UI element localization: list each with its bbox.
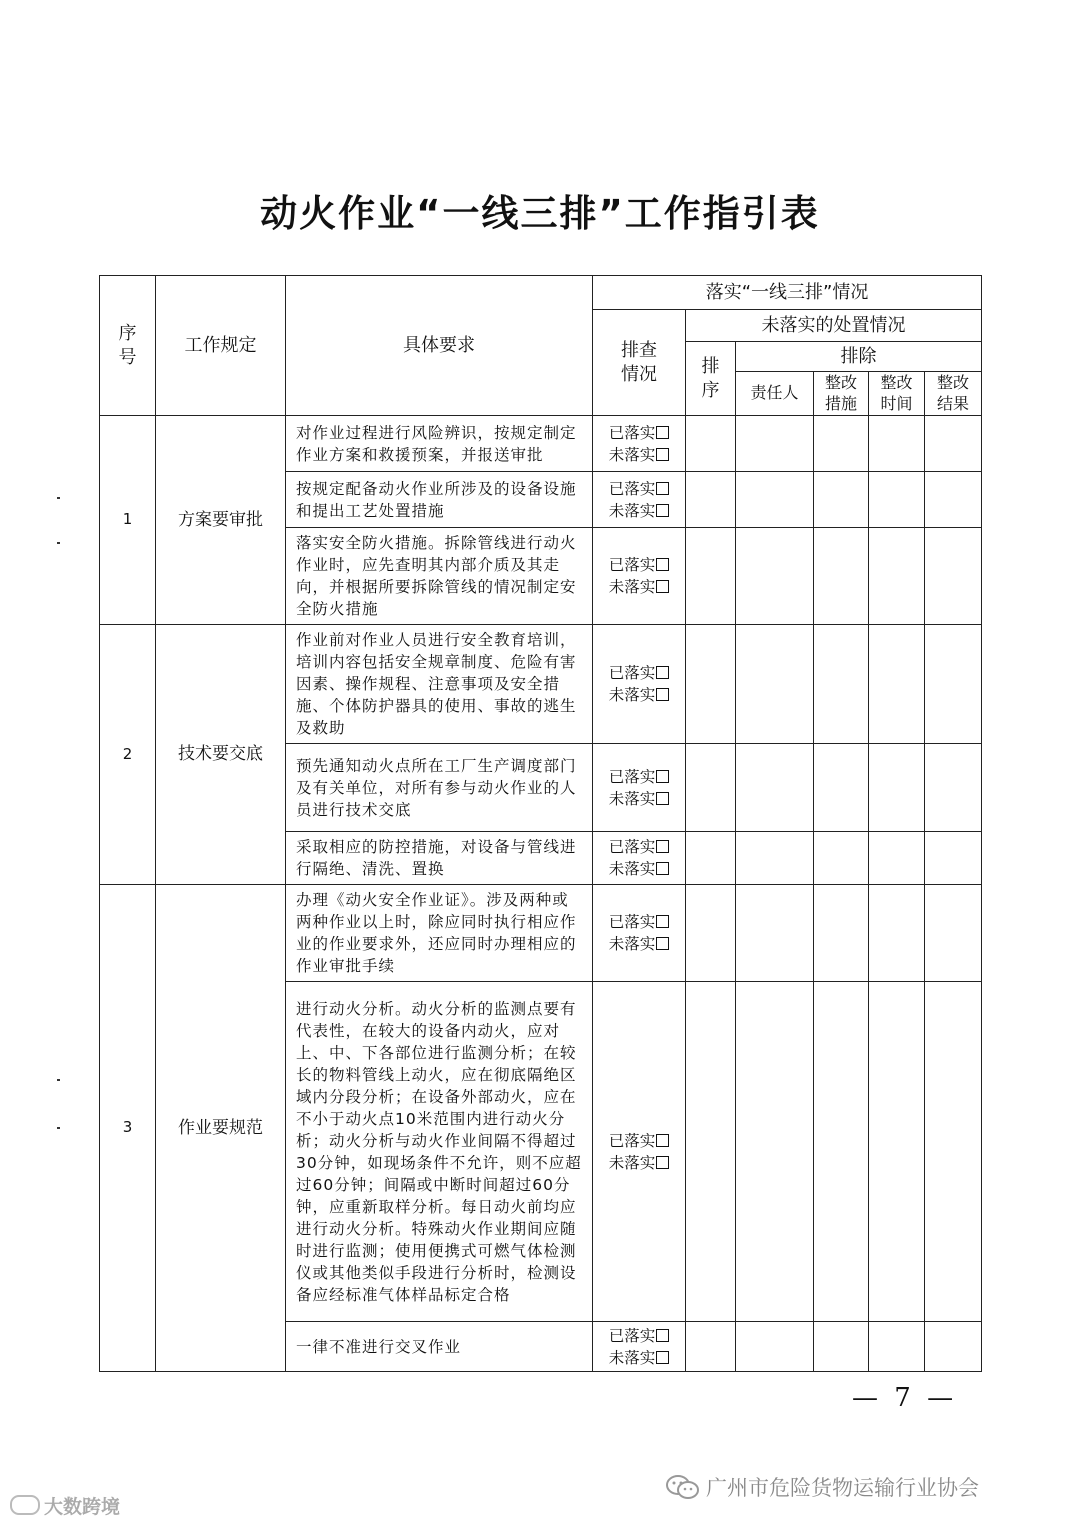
header-responsible: 责任人: [736, 372, 814, 416]
checkbox[interactable]: [656, 1329, 669, 1342]
status-not-done-option[interactable]: [593, 1152, 685, 1174]
status-checkboxes: [593, 472, 686, 528]
time-cell[interactable]: [869, 744, 925, 832]
checkbox[interactable]: [656, 504, 669, 517]
responsible-cell[interactable]: [736, 625, 814, 744]
status-not-done-option[interactable]: [593, 788, 685, 810]
status-label: 未落实: [608, 686, 656, 704]
status-label: 已落实: [608, 838, 656, 856]
responsible-cell[interactable]: [736, 982, 814, 1322]
status-not-done-option[interactable]: [593, 933, 685, 955]
measures-cell[interactable]: [814, 982, 869, 1322]
result-cell[interactable]: [925, 744, 982, 832]
table-row: [100, 885, 982, 982]
status-label: 已落实: [608, 1326, 656, 1345]
header-unimplemented: 未落实的处置情况: [686, 310, 982, 342]
status-label: 未落实: [608, 789, 656, 808]
time-cell[interactable]: [869, 625, 925, 744]
checkbox[interactable]: [656, 1156, 669, 1169]
header-eliminate: 排除: [736, 342, 982, 372]
requirement-text: 作业前对作业人员进行安全教育培训，培训内容包括安全规章制度、危险有害因素、操作规程、注意事项及安全措施、个体防护器具的使用、事故的逃生及救助: [286, 625, 593, 744]
footer-org-text: 广州市危险货物运输行业协会: [706, 1476, 979, 1500]
status-done-option[interactable]: [593, 1325, 685, 1347]
sort-cell[interactable]: [686, 528, 736, 625]
status-done-option[interactable]: [593, 836, 685, 858]
status-checkboxes: [593, 1322, 686, 1372]
requirement-text: 按规定配备动火作业所涉及的设备设施和提出工艺处置措施: [286, 472, 593, 528]
sort-cell[interactable]: [686, 472, 736, 528]
work-rule: 方案要审批: [156, 416, 286, 625]
checkbox[interactable]: [656, 448, 669, 461]
header-result: 整改 结果: [925, 372, 982, 416]
table-row: [100, 625, 982, 744]
responsible-cell[interactable]: [736, 472, 814, 528]
status-checkboxes: [593, 832, 686, 885]
status-done-option[interactable]: [593, 422, 685, 444]
time-cell[interactable]: [869, 472, 925, 528]
sort-cell[interactable]: [686, 625, 736, 744]
header-time: 整改 时间: [869, 372, 925, 416]
requirement-text: 落实安全防火措施。拆除管线进行动火作业时，应先查明其内部介质及其走向，并根据所要拆除管线的情况制定安全防火措施: [286, 528, 593, 625]
status-done-option[interactable]: [593, 1130, 685, 1152]
page-number: — 7 —: [852, 1383, 958, 1413]
watermark-logo-icon: [10, 1495, 40, 1515]
status-done-option[interactable]: [593, 554, 685, 576]
status-not-done-option[interactable]: [593, 1347, 685, 1369]
status-label: 已落实: [608, 664, 656, 682]
status-not-done-option[interactable]: [593, 576, 685, 598]
responsible-cell[interactable]: [736, 1322, 814, 1372]
time-cell[interactable]: [869, 416, 925, 472]
time-cell[interactable]: [869, 982, 925, 1322]
status-not-done-option[interactable]: [593, 858, 685, 880]
checkbox[interactable]: [656, 792, 669, 805]
status-label: 已落实: [608, 556, 656, 574]
measures-cell[interactable]: [814, 885, 869, 982]
sort-cell[interactable]: [686, 416, 736, 472]
status-label: 未落实: [608, 445, 656, 464]
status-label: 已落实: [608, 479, 656, 498]
status-label: 未落实: [608, 1348, 656, 1367]
result-cell[interactable]: [925, 1322, 982, 1372]
work-rule: 作业要规范: [156, 885, 286, 1372]
measures-cell[interactable]: [814, 625, 869, 744]
checkbox[interactable]: [656, 666, 669, 679]
page-title: 动火作业“一线三排”工作指引表: [260, 192, 820, 235]
checkbox[interactable]: [656, 862, 669, 875]
responsible-cell[interactable]: [736, 885, 814, 982]
responsible-cell[interactable]: [736, 528, 814, 625]
result-cell[interactable]: [925, 416, 982, 472]
status-label: 未落实: [608, 860, 656, 878]
checkbox[interactable]: [656, 482, 669, 495]
measures-cell[interactable]: [814, 744, 869, 832]
status-label: 已落实: [608, 767, 656, 786]
status-done-option[interactable]: [593, 478, 685, 500]
time-cell[interactable]: [869, 1322, 925, 1372]
checkbox[interactable]: [656, 937, 669, 950]
status-not-done-option[interactable]: [593, 500, 685, 522]
time-cell[interactable]: [869, 832, 925, 885]
result-cell[interactable]: [925, 472, 982, 528]
status-checkboxes: [593, 982, 686, 1322]
time-cell[interactable]: [869, 528, 925, 625]
checkbox[interactable]: [656, 770, 669, 783]
status-done-option[interactable]: [593, 662, 685, 684]
sort-cell[interactable]: [686, 885, 736, 982]
status-label: 未落实: [608, 1153, 656, 1172]
measures-cell[interactable]: [814, 1322, 869, 1372]
requirement-text: 对作业过程进行风险辨识，按规定制定作业方案和救援预案，并报送审批: [286, 416, 593, 472]
status-done-option[interactable]: [593, 911, 685, 933]
status-done-option[interactable]: [593, 766, 685, 788]
requirement-text: 一律不准进行交叉作业: [286, 1322, 593, 1372]
header-sort: 排 序: [686, 342, 736, 416]
checkbox[interactable]: [656, 426, 669, 439]
checkbox[interactable]: [656, 915, 669, 928]
status-checkboxes: [593, 885, 686, 982]
header-index: 序 号: [100, 276, 156, 416]
row-index: 2: [100, 625, 156, 885]
guideline-table: [99, 275, 982, 1372]
checkbox[interactable]: [656, 688, 669, 701]
result-cell[interactable]: [925, 982, 982, 1322]
responsible-cell[interactable]: [736, 416, 814, 472]
status-label: 未落实: [608, 578, 656, 596]
checkbox[interactable]: [656, 840, 669, 853]
requirement-text: 预先通知动火点所在工厂生产调度部门及有关单位，对所有参与动火作业的人员进行技术交底: [286, 744, 593, 832]
responsible-cell[interactable]: [736, 744, 814, 832]
requirement-text: 进行动火分析。动火分析的监测点要有代表性，在较大的设备内动火，应对上、中、下各部位进行监测分析；在较长的物料管线上动火，应在彻底隔绝区域内分段分析；在设备外部动火，应在不小于动火点10米范围内进行动火分析；动火分析与动火作业间隔不得超过30分钟，如现场条件不允许，则不应超过60分钟；间隔或中断时间超过60分钟，应重新取样分析。每日动火前均应进行动火分析。特殊动火作业期间应随时进行监测；使用便携式可燃气体检测仪或其他类似手段进行分析时，检测设备应经标准气体样品标定合格: [286, 982, 593, 1322]
status-label: 未落实: [608, 935, 656, 953]
result-cell[interactable]: [925, 625, 982, 744]
requirement-text: 办理《动火安全作业证》。涉及两种或两种作业以上时，除应同时执行相应作业的作业要求外，还应同时办理相应的作业审批手续: [286, 885, 593, 982]
measures-cell[interactable]: [814, 472, 869, 528]
measures-cell[interactable]: [814, 832, 869, 885]
footer-watermark: [10, 1492, 120, 1519]
time-cell[interactable]: [869, 885, 925, 982]
checkbox[interactable]: [656, 1351, 669, 1364]
result-cell[interactable]: [925, 885, 982, 982]
header-investigation: 排查 情况: [593, 310, 686, 416]
header-measures: 整改 措施: [814, 372, 869, 416]
status-label: 未落实: [608, 501, 656, 520]
checkbox[interactable]: [656, 558, 669, 571]
measures-cell[interactable]: [814, 416, 869, 472]
status-label: 已落实: [608, 1131, 656, 1150]
status-checkboxes: [593, 625, 686, 744]
status-not-done-option[interactable]: [593, 684, 685, 706]
requirement-text: 采取相应的防控措施，对设备与管线进行隔绝、清洗、置换: [286, 832, 593, 885]
row-index: 3: [100, 885, 156, 1372]
status-checkboxes: [593, 744, 686, 832]
watermark-text: 大数跨境: [44, 1496, 121, 1518]
work-rule: 技术要交底: [156, 625, 286, 885]
status-label: 已落实: [608, 913, 656, 931]
header-implementation: 落实“一线三排”情况: [593, 276, 982, 310]
responsible-cell[interactable]: [736, 832, 814, 885]
sort-cell[interactable]: [686, 982, 736, 1322]
footer-org: [666, 1472, 979, 1502]
wechat-icon: [666, 1474, 700, 1500]
result-cell[interactable]: [925, 528, 982, 625]
checkbox[interactable]: [656, 580, 669, 593]
header-rule: 工作规定: [156, 276, 286, 416]
status-checkboxes: [593, 416, 686, 472]
status-label: 已落实: [608, 423, 656, 442]
sort-cell[interactable]: [686, 832, 736, 885]
measures-cell[interactable]: [814, 528, 869, 625]
sort-cell[interactable]: [686, 1322, 736, 1372]
checkbox[interactable]: [656, 1134, 669, 1147]
header-requirement: 具体要求: [286, 276, 593, 416]
status-checkboxes: [593, 528, 686, 625]
status-not-done-option[interactable]: [593, 444, 685, 466]
result-cell[interactable]: [925, 832, 982, 885]
table-row: [100, 416, 982, 472]
row-index: 1: [100, 416, 156, 625]
sort-cell[interactable]: [686, 744, 736, 832]
